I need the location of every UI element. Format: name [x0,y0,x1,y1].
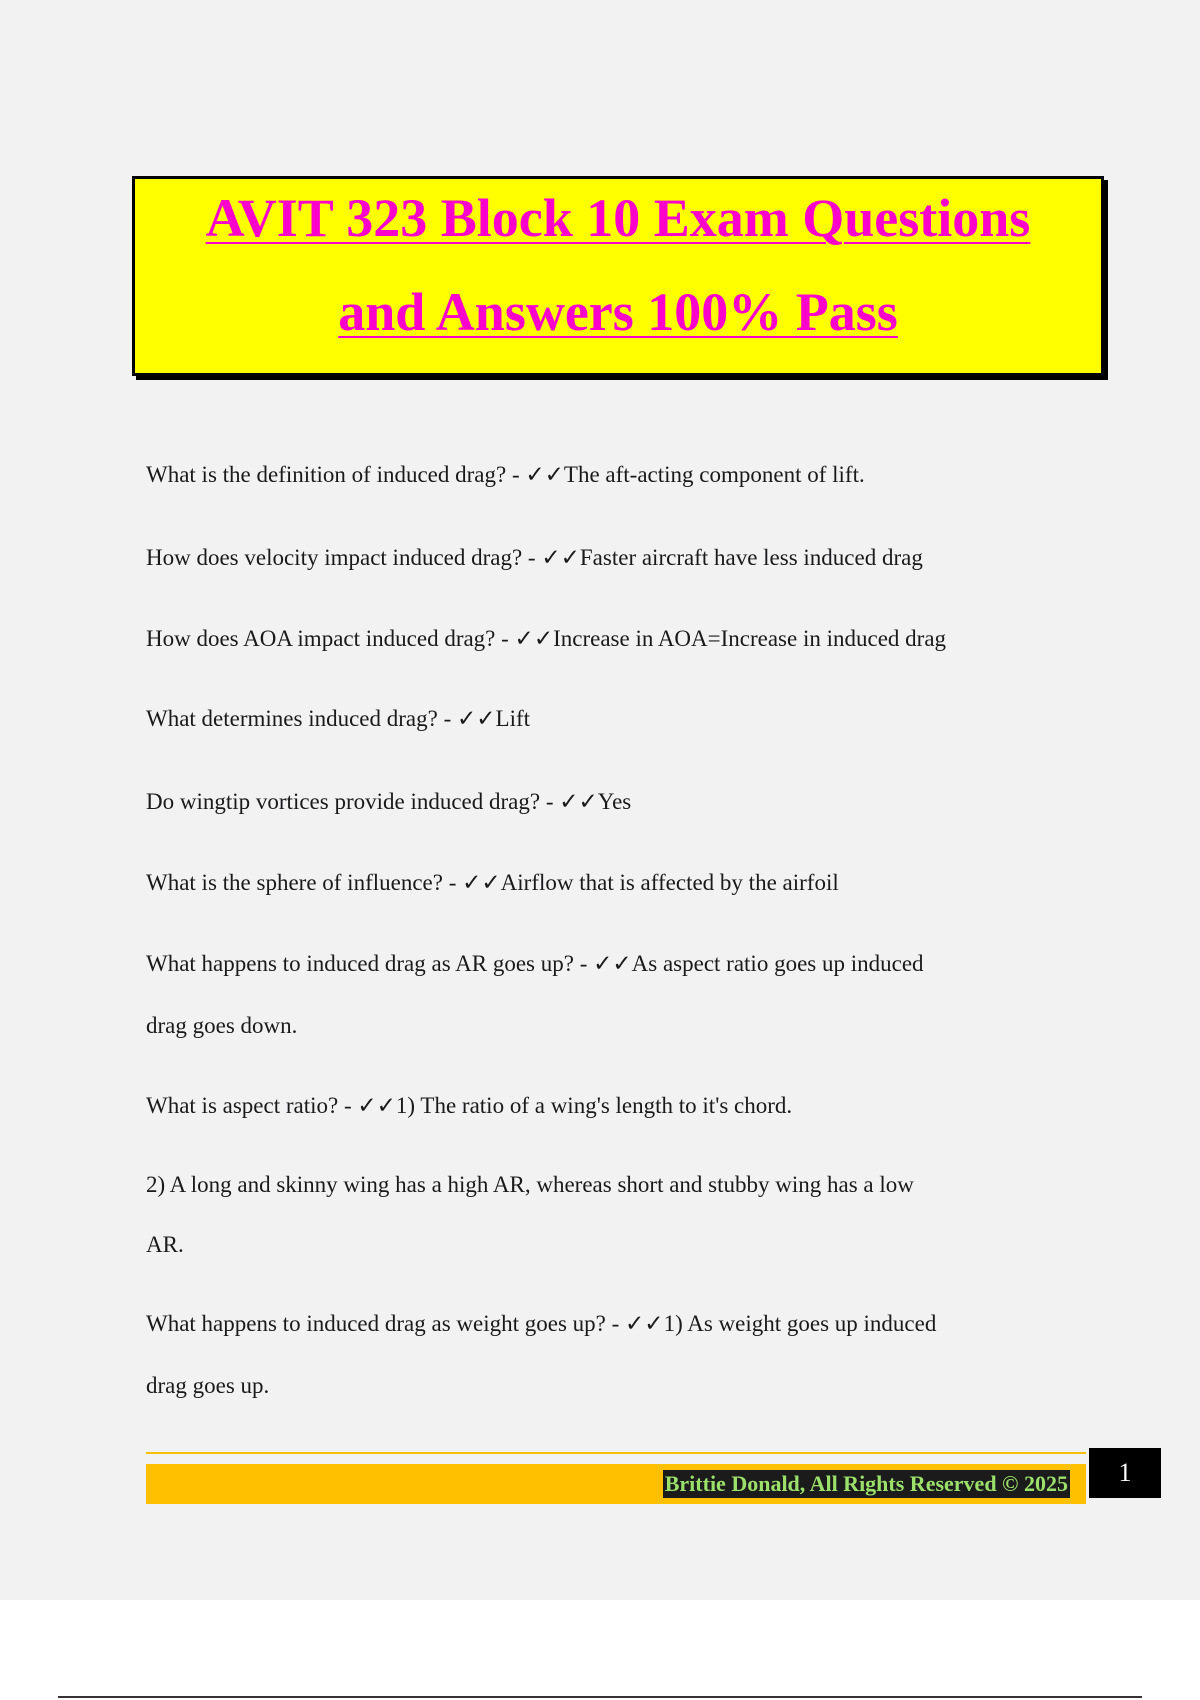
footer-rule [146,1452,1086,1454]
divider [58,1696,1142,1698]
qa-line: How does AOA impact induced drag? - ✓✓Increase in AOA=Increase in induced drag [146,626,947,651]
footer-bar [146,1464,1086,1504]
qa-line: What is the definition of induced drag? - ✓✓The aft-acting component of lift. [146,462,865,487]
qa-line: AR. [146,1232,184,1257]
qa-line: What happens to induced drag as weight goes up? - ✓✓1) As weight goes up induced [146,1311,937,1336]
footer-copyright: Brittie Donald, All Rights Reserved © 2025 [664,1471,1068,1496]
qa-line: How does velocity impact induced drag? - ✓✓Faster aircraft have less induced drag [146,545,923,570]
qa-line: drag goes up. [146,1373,270,1398]
document-title-line-2: and Answers 100% Pass [338,282,898,342]
page-number: 1 [1089,1448,1161,1498]
qa-line: drag goes down. [146,1013,298,1038]
qa-line: What happens to induced drag as AR goes up? - ✓✓As aspect ratio goes up induced [146,951,924,976]
title-box [132,176,1104,376]
qa-line: Do wingtip vortices provide induced drag? - ✓✓Yes [146,789,632,814]
document-title-line-1: AVIT 323 Block 10 Exam Questions [205,188,1031,248]
qa-line: What is aspect ratio? - ✓✓1) The ratio of a wing's length to it's chord. [146,1093,793,1118]
qa-line: What determines induced drag? - ✓✓Lift [146,706,531,731]
qa-line: 2) A long and skinny wing has a high AR, whereas short and stubby wing has a low [146,1172,914,1197]
qa-line: What is the sphere of influence? - ✓✓Airflow that is affected by the airfoil [146,870,839,895]
